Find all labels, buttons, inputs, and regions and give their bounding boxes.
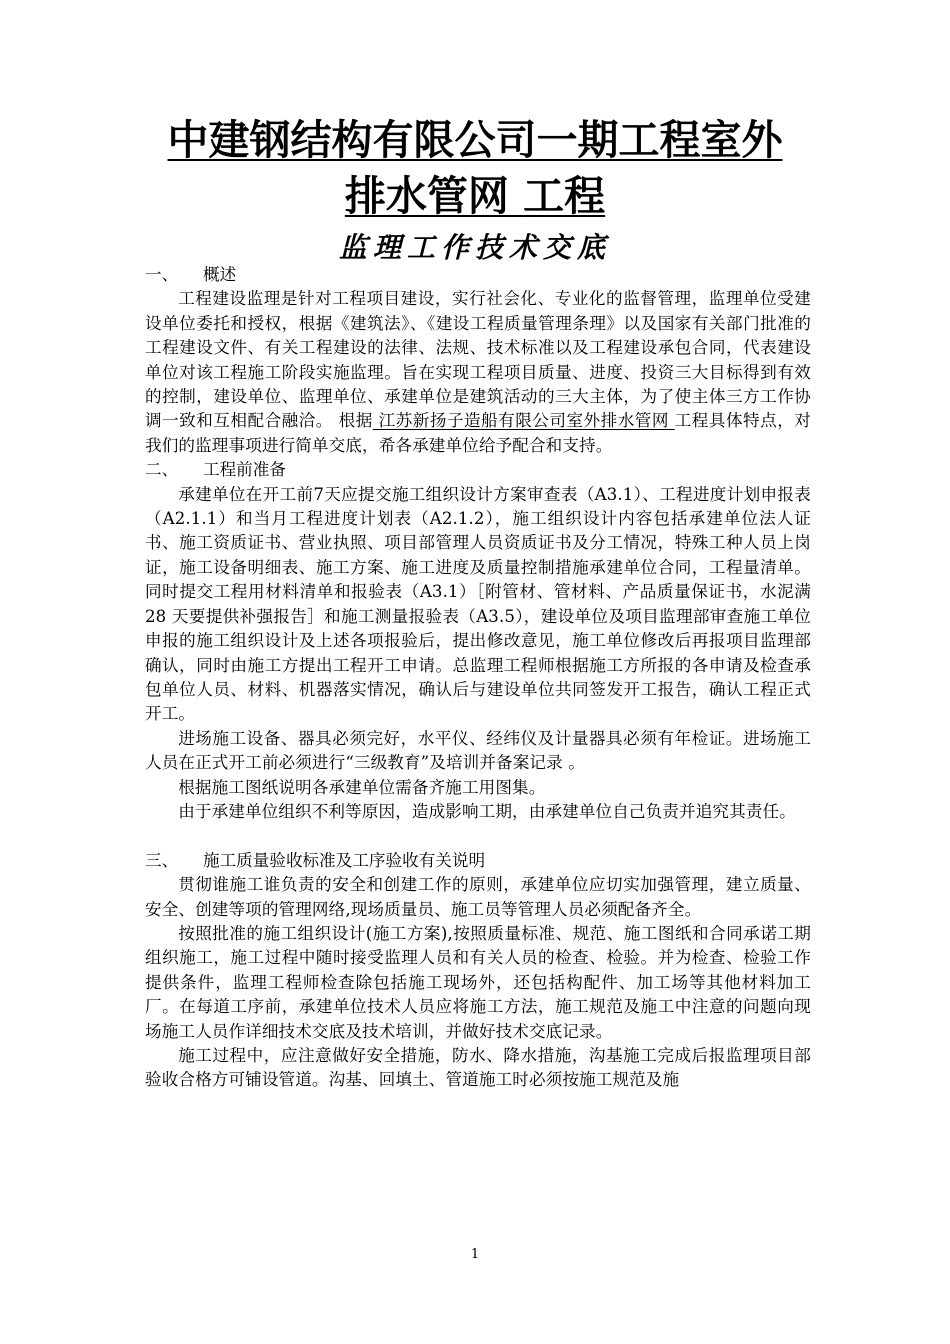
document-body xyxy=(145,263,811,1093)
section-title: 工程前准备 xyxy=(203,460,286,480)
paragraph: 施工过程中，应注意做好安全措施，防水、降水措施，沟基施工完成后报监理项目部验收合格方可铺设管道。沟基、回填土、管道施工时必须按施工规范及施 xyxy=(145,1045,811,1090)
document-title-line-2 xyxy=(130,168,820,224)
page-number: 1 xyxy=(470,1247,480,1262)
paragraph xyxy=(145,287,811,458)
paragraph: 贯彻谁施工谁负责的安全和创建工作的原则，承建单位应切实加强管理，建立质量、安全、创建等项的管理网络,现场质量员、施工员等管理人员必须配备齐全。 xyxy=(145,875,811,919)
document-title-line-1 xyxy=(130,112,820,168)
section-heading-overview xyxy=(145,263,811,287)
section-number: 一、 xyxy=(145,265,179,284)
section-heading-preparation xyxy=(145,458,811,482)
blank-line xyxy=(145,824,811,848)
section-number: 三、 xyxy=(145,850,179,870)
paragraph: 根据施工图纸说明各承建单位需备齐施工用图集。 xyxy=(178,777,546,797)
paragraph-text: 工程建设监理是针对工程项目建设，实行社会化、专业化的监督管理，监理单位受建设单位委托和授权，根据《建筑法》、《建设工程质量管理条理》以及国家有关部门批准的工程建设文件、有关工程建设的法律、法规、技术标准以及工程建设承包合同，代表建设单位对该工程施工阶段实施监理。旨在实现工程项目质量、进度、投资三大目标得到有效的控制，建设单位、监理单位、承建单位是建筑活动的三大主体，为了使主体三方工作协调一致和互相配合融洽。 根据 xyxy=(145,289,811,431)
project-name-underlined: 排水管网 xyxy=(344,172,524,220)
title-line-1-text: 中建钢结构有限公司一期工程室外 xyxy=(167,116,783,164)
paragraph: 由于承建单位组织不利等原因，造成影响工期，由承建单位自己负责并追究其责任。 xyxy=(178,801,796,821)
paragraph: 按照批准的施工组织设计(施工方案),按照质量标准、规范、施工图纸和合同承诺工期组织施工，施工过程中随时接受监理人员和有关人员的检查、检验。并为检查、检验工作提供条件，监理工程师检查除包括施工现场外，还包括构配件、加工场等其他材料加工厂。在每道工序前，承建单位技术人员应将施工方法，施工规范及施工中注意的问题向现场施工人员作详细技术交底及技术培训，并做好技术交底记录。 xyxy=(145,923,811,1041)
section-title: 施工质量验收标准及工序验收有关说明 xyxy=(203,850,486,870)
title-block xyxy=(130,112,820,270)
project-name-link-text: 江苏新扬子造船有限公司室外排水管网 xyxy=(372,411,675,431)
title-line-2-rest: 工程 xyxy=(523,172,606,220)
paragraph: 承建单位在开工前7天应提交施工组织设计方案审查表（A3.1）、工程进度计划申报表（A2.1.1）和当月工程进度计划表（A2.1.2），施工组织设计内容包括承建单位法人证书、施工资质证书、营业执照、项目部管理人员资质证书及分工情况，特殊工种人员上岗证，施工设备明细表、施工方案、施工进度及质量控制措施承建单位合同，工程量清单。同时提交工程用材料清单和报验表（A3.1）［附管材、管材料、产品质量保证书，水泥满 28 天要提供补强报告］和施工测量报验表（A3.5），建设单位及项目监理部审查施工单位申报的施工组织设计及上述各项报验后，提出修改意见，施工单位修改后再报项目监理部确认，同时由施工方提出工程开工申请。总监理工程师根据施工方所报的各申请及检查承包单位人员、材料、机器落实情况，确认后与建设单位共同签发开工报告，确认工程正式开工。 xyxy=(145,484,811,724)
section-heading-quality xyxy=(145,849,811,873)
paragraph: 进场施工设备、器具必须完好，水平仪、经纬仪及计量器具必须有年检证。进场施工人员在正式开工前必须进行“三级教育”及培训并备案记录 。 xyxy=(145,728,811,773)
paragraph-text: 工程具体特点，对我们的监理事项进行简单交底，希各承建单位给予配合和支持。 xyxy=(145,411,811,455)
section-number: 二、 xyxy=(145,460,179,480)
section-title: 概述 xyxy=(203,265,237,284)
document-subtitle: 监理工作技术交底 xyxy=(338,231,611,264)
